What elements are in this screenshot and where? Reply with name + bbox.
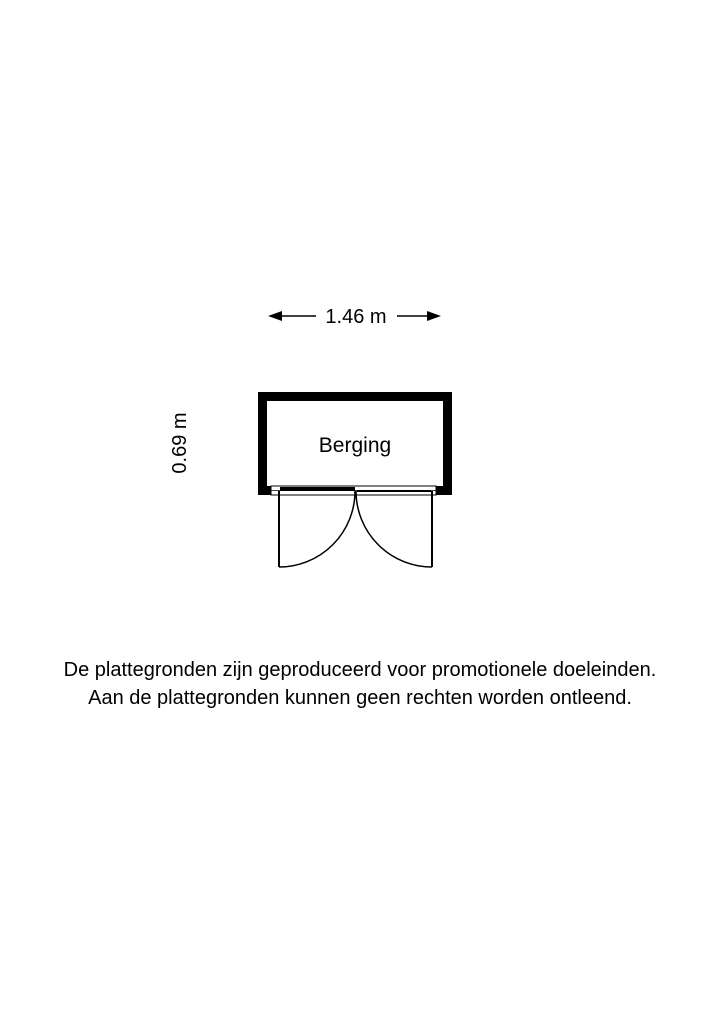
- door-threshold: [271, 486, 436, 495]
- depth-dimension-label: 0.69 m: [169, 412, 191, 474]
- wall-bottom-right-stub: [436, 486, 452, 495]
- room-label: Berging: [318, 434, 392, 457]
- door-swing-arc-left: [279, 491, 355, 567]
- wall-bottom-left-stub: [258, 486, 271, 495]
- wall-top: [258, 392, 452, 401]
- disclaimer-line-2: Aan de plattegronden kunnen geen rechten worden ontleend.: [88, 687, 632, 709]
- door-leaf-closed-right: [357, 490, 431, 492]
- double-door: [279, 491, 432, 567]
- wall-left: [258, 392, 267, 495]
- door-leaf-closed-left: [280, 487, 355, 491]
- door-swing-arc-right: [356, 491, 432, 567]
- wall-right: [443, 392, 452, 495]
- arrow-right-icon: [427, 311, 441, 321]
- width-dimension: [268, 306, 441, 328]
- arrow-left-icon: [268, 311, 282, 321]
- width-dimension-label: 1.46 m: [325, 306, 387, 328]
- disclaimer-line-1: De plattegronden zijn geproduceerd voor promotionele doeleinden.: [63, 659, 657, 681]
